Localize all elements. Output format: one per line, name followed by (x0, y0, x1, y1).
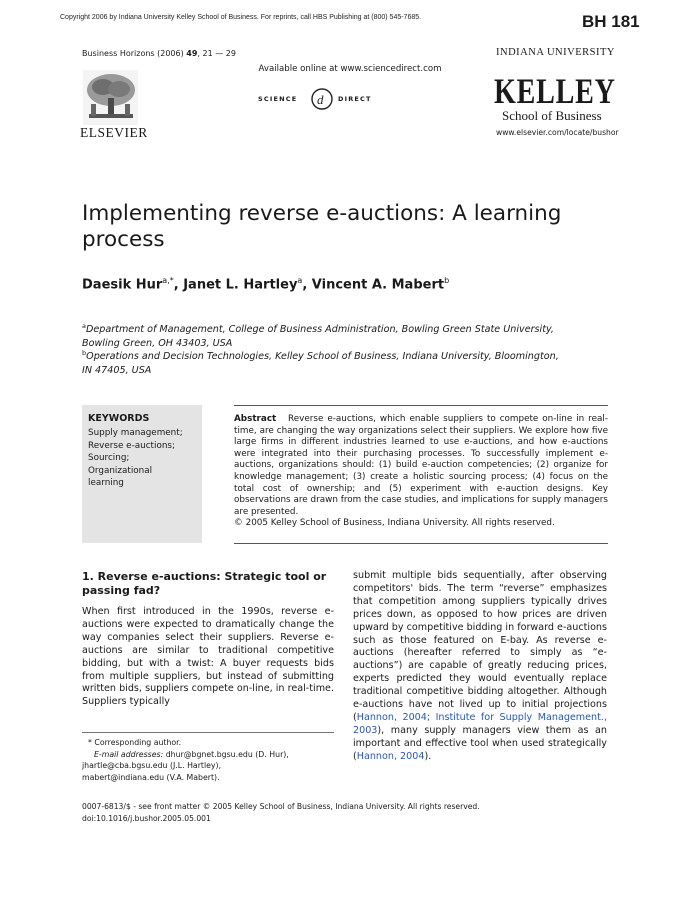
journal-url[interactable]: www.elsevier.com/locate/bushor (496, 128, 619, 137)
sd-left-text: SCIENCE (258, 95, 298, 103)
journal-name: Business Horizons (2006) (82, 49, 184, 58)
keywords-list (88, 427, 183, 490)
footnote (82, 737, 337, 783)
keyword-item: Organizational (88, 465, 153, 476)
corresponding-author: * Corresponding author. (88, 738, 182, 747)
abstract-copyright: © 2005 Kelley School of Business, Indiana University. All rights reserved. (234, 518, 555, 529)
keyword-item: learning (88, 478, 124, 488)
svg-text:d: d (317, 92, 324, 107)
author-sup: a,* (162, 276, 174, 285)
school-subtitle: School of Business (502, 108, 602, 123)
keyword-item: Supply management; (88, 428, 183, 438)
citation-link[interactable]: Hannon, 2004 (356, 750, 425, 762)
affiliation-a (82, 320, 554, 350)
keyword-item: Reverse e-auctions; (88, 440, 175, 451)
author-name: Janet L. Hartley (183, 277, 298, 293)
journal-citation (82, 49, 236, 58)
abstract (234, 414, 608, 530)
author-name: Daesik Hur (82, 277, 163, 293)
section-heading: 1. Reverse e-auctions: Strategic tool or passing fad? (82, 570, 327, 597)
journal-pages: , 21 — 29 (197, 49, 236, 58)
body-column-left: When first introduced in the 1990s, reverse e-auctions were expected to dramatically change the way companies select their suppliers. Reverse e-auctions are similar to traditional competitive bidding, but with a twist: A buyer requests bids from multiple suppliers, but instead of submitting written bids, suppliers compete on-line, in real-time. Suppliers typically (82, 606, 334, 708)
affiliation-line: IN 47405, USA (82, 364, 152, 376)
doi-line[interactable]: doi:10.1016/j.bushor.2005.05.001 (82, 813, 211, 823)
affiliation-sup: b (82, 349, 87, 357)
abstract-top-rule (234, 405, 608, 406)
keyword-item: Sourcing; (88, 453, 130, 463)
affiliation-line: Bowling Green, OH 43403, USA (82, 337, 233, 349)
sciencedirect-logo (258, 86, 378, 112)
footnote-rule (82, 732, 334, 733)
author-list (82, 276, 449, 292)
copyright-notice: Copyright 2006 by Indiana University Kelley School of Business. For reprints, call HBS Publishing at (800) 545-7685. (60, 14, 422, 21)
document-code: BH 181 (582, 12, 640, 31)
email-address[interactable]: dhur@bgnet.bgsu.edu (D. Hur), (165, 749, 289, 759)
university-name: INDIANA UNIVERSITY (496, 47, 615, 58)
author-sup: b (444, 276, 450, 285)
abstract-label: Abstract (234, 414, 277, 424)
body-text: ), many supply managers view them as an important and effective tool when used strategically ( (353, 724, 607, 762)
issn-line: 0007-6813/$ - see front matter © 2005 Kelley School of Business, Indiana University. All rights reserved. (82, 802, 480, 811)
affiliation-sup: a (82, 322, 86, 330)
email-label: E-mail addresses: (94, 749, 164, 759)
body-text: submit multiple bids sequentially, after observing competitors' bids. The term “reverse” emphasizes that competition among suppliers typically drives prices down, as opposed to how prices are driven upward by competitive bidding in forward e-auctions such as those featured on E-bay. As reverse e-auctions (hereafter referred to simply as “e-auctions”) are capable of greatly reducing prices, experts predicted they would eventually replace traditional competitive bidding altogether. Although e-auctions have not lived up to initial projections ( (353, 570, 608, 723)
sd-at-icon (308, 86, 336, 112)
author-sup: a (297, 276, 303, 285)
email-address[interactable]: mabert@indiana.edu (V.A. Mabert). (82, 772, 220, 782)
sd-right-text: DIRECT (338, 95, 372, 103)
body-column-right (353, 570, 607, 764)
article-title: Implementing reverse e-auctions: A learning process (82, 201, 562, 252)
available-online: Available online at www.sciencedirect.com (258, 64, 442, 74)
elsevier-wordmark: ELSEVIER (80, 125, 148, 140)
abstract-bottom-rule (234, 543, 608, 544)
affiliation-b (82, 347, 559, 377)
affiliation-line: Department of Management, College of Business Administration, Bowling Green State University, (85, 324, 554, 336)
affiliation-line: Operations and Decision Technologies, Kelley School of Business, Indiana University, Bloomington, (86, 351, 559, 363)
author-sep: , (173, 277, 184, 293)
elsevier-tree-icon (83, 70, 138, 125)
keywords-title: KEYWORDS (88, 413, 150, 424)
author-name: Vincent A. Mabert (311, 277, 445, 293)
abstract-text: Reverse e-auctions, which enable suppliers to compete on-line in real-time, are changing the way organizations select their suppliers. We explore how five large firms in different industries learned to use e-auctions, and how e-auctions were integrated into their purchasing processes. To successfully implement e-auctions, organizations should: (1) build e-auction competencies; (2) organize for knowledge management; (3) create a holistic sourcing process; (4) focus on the total cost of ownership; and (5) experiment with e-auction designs. Key observations are drawn from the case studies, and implications for supply managers are presented. (234, 414, 609, 517)
email-address[interactable]: jhartle@cba.bgsu.edu (J.L. Hartley), (82, 761, 222, 771)
journal-volume: 49 (186, 49, 198, 58)
citation-link[interactable]: Hannon, 2004; Institute for Supply Management., 2003 (353, 711, 607, 736)
author-sep: , (302, 277, 312, 293)
body-text: ). (424, 750, 432, 762)
front-matter-info (82, 801, 480, 824)
kelley-logo: KELLEY (494, 71, 616, 111)
